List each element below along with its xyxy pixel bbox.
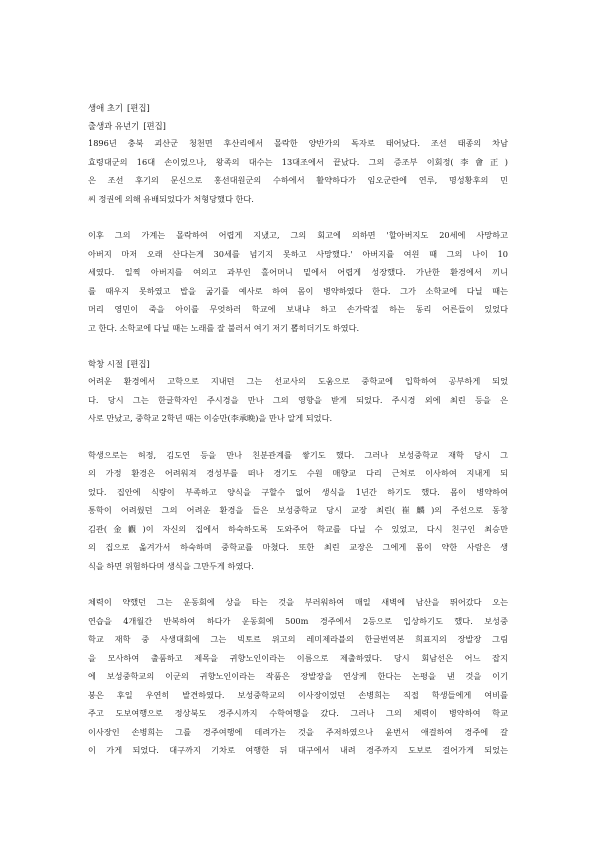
text-line: 이후 그의 가계는 몰락하여 어렵게 지냈고, 그의 회고에 의하면 '할아버지도 20세에 사망하고 bbox=[88, 230, 508, 240]
text-line: 을 모사하여 출품하고 제목을 귀향노인이라는 이름으로 제출하였다. 당시 회남선은 어느 잡지 bbox=[88, 652, 508, 663]
text-line: 이 가게 되었다. 대구까지 기차로 여행한 뒤 대구에서 내려 경주까지 도보로 걸어가게 되었는 bbox=[88, 745, 508, 755]
text-line: 주고 도보여행으로 정상북도 경주시까지 수학여행을 갔다. 그러나 그의 체력이 병약하여 학교 bbox=[88, 708, 508, 718]
paragraph-health-and-travel bbox=[88, 597, 508, 756]
text-line: 통학이 어려웠던 그의 어려운 환경을 들은 보성중학교 당시 교장 최린(崔麟)의 주선으로 동창 bbox=[88, 505, 508, 515]
subsection-heading-school-times bbox=[88, 359, 508, 370]
text-line: 식을 하면 위험하다며 생식을 그만두게 하였다. bbox=[88, 560, 254, 571]
text-line: 고 한다. 소학교에 다닐 때는 노래를 잘 불러서 여기 저기 뽑히더기도 하였다. bbox=[88, 322, 360, 333]
text-line: 연습을 4개월간 반복하여 하다가 운동회에 500m 경주에서 2등으로 입상하기도 했다. 보성중 bbox=[88, 615, 508, 626]
text-line: 1896년 충북 괴산군 청천면 후산리에서 몰락한 양반가의 독자로 태어났다. 조선 태종의 차남 bbox=[88, 138, 508, 148]
section-heading-early-life bbox=[88, 103, 508, 114]
paragraph-family-decline bbox=[88, 230, 508, 334]
text-line: 의 집으로 옮겨가서 하숙하며 중학교를 마쳤다. 또한 최린 교장은 그에게 몸이 약한 사람은 생 bbox=[88, 542, 508, 552]
text-line: 에 보성중학교의 이군의 귀향노인이라는 작품은 장발장을 연상케 한다는 논평을 낸 것을 이기 bbox=[88, 671, 508, 681]
subsection-title: 출생과 유년기 bbox=[88, 121, 140, 131]
text-line: 머리 영민이 죽을 아이를 무엇하러 학교에 보내냐 하고 손가락질 하는 동리 어른들이 있었다 bbox=[88, 304, 508, 314]
text-line: 의 가정 환경은 어려워져 경성부를 떠나 경기도 수원 매향교 다리 근처로 이사하여 지내게 되 bbox=[88, 468, 508, 478]
edit-link[interactable]: [편집] bbox=[143, 121, 166, 131]
edit-link[interactable]: [편집] bbox=[127, 359, 150, 369]
text-line: 다. 당시 그는 한글학자인 주시경을 만나 그의 영향을 받게 되었다. 주시경 외에 최린 등을 은 bbox=[88, 394, 508, 405]
text-line: 세였다. 일찍 아버지를 여의고 과부인 홀어머니 밑에서 어렵게 성장했다. 가난한 환경에서 끼니 bbox=[88, 267, 508, 277]
text-line: 었다. 집안에 식량이 부족하고 양식을 구할수 없어 생식을 1년간 하기도 했다. 몸이 병약하여 bbox=[88, 486, 508, 497]
paragraph-school-life bbox=[88, 450, 508, 572]
text-line: 사로 만났고, 중학교 2학년 때는 이승만(李承晩)을 만나 알게 되었다. bbox=[88, 413, 333, 423]
text-line: 학교 재학 중 사생대회에 그는 빅토르 위고의 레미제라블의 한글번역본 희표지의 장발장 그림 bbox=[88, 634, 508, 644]
subsection-heading-birth-childhood bbox=[88, 121, 508, 132]
text-line: 를 때우지 못하였고 밥을 굶기를 예사로 하여 몸이 병약하였다 한다. 그가 소학교에 다닐 때는 bbox=[88, 285, 508, 296]
text-line: 씨 정권에 의해 유배되었다가 처형당했다 한다. bbox=[88, 193, 254, 204]
text-line: 은 조선 후기의 문신으로 홍선대원군의 수하에서 활약하다가 임오군란에 연루, 명성황후의 민 bbox=[88, 175, 508, 185]
text-line: 효령대군의 16대 손이었으나, 왕족의 대수는 13대조에서 끝났다. 그의 증조부 이회정(李會正) bbox=[88, 156, 508, 167]
subsection-title: 학창 시절 bbox=[88, 359, 124, 369]
section-title: 생애 초기 bbox=[88, 103, 124, 113]
text-line: 체력이 약했던 그는 운동회에 상을 타는 것을 부러워하여 매일 새벽에 남산을 뛰어갔다 오는 bbox=[88, 597, 508, 607]
text-line: 학생으로는 허정, 김도연 등을 만나 친분관계를 쌓기도 했다. 그러나 보성중학교 재학 당시 그 bbox=[88, 449, 508, 460]
paragraph-birth bbox=[88, 138, 508, 205]
text-line: 이사장인 손병희는 그를 경주여행에 데려가는 것을 주저하였으나 윤번서 애걸하여 경주에 갈 bbox=[88, 726, 508, 737]
text-line: 아버지 마저 오래 산다는게 30세를 넘기지 못하고 사망했다.' 아버지를 여읜 때 그의 나이 10 bbox=[88, 248, 508, 259]
text-line: 김관(金觀)이 자신의 집에서 하숙하도록 도와주어 학교를 다닐 수 있었고, 다시 친구인 최승만 bbox=[88, 523, 508, 534]
text-line: 어려운 환경에서 고학으로 지내던 그는 선교사의 도움으로 중학교에 입학하여 공부하게 되었 bbox=[88, 376, 508, 386]
text-line: 붕은 후일 우연히 발견하였다. 보성중학교의 이사장이었던 손병희는 직접 학생들에게 여비를 bbox=[88, 689, 508, 700]
paragraph-school-entry bbox=[88, 376, 508, 424]
edit-link[interactable]: [편집] bbox=[127, 103, 150, 113]
document-page bbox=[88, 103, 508, 764]
